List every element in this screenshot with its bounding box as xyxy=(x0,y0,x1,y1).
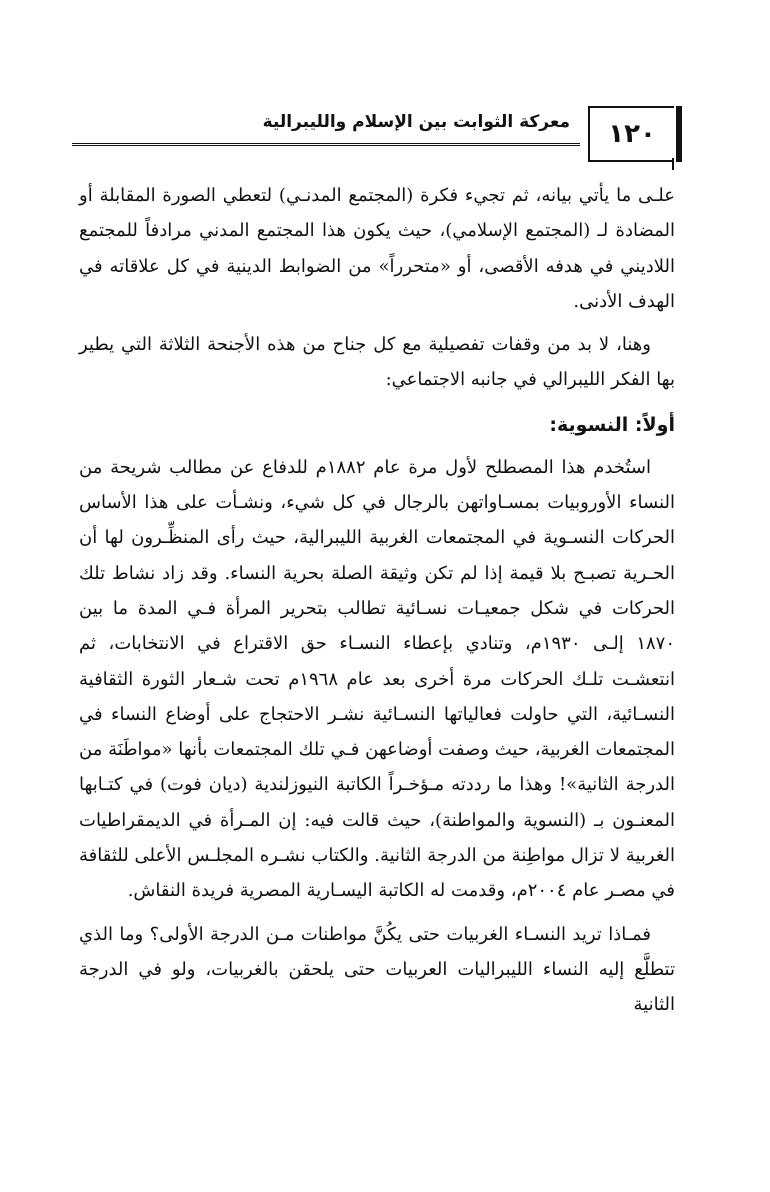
page-header xyxy=(72,106,682,168)
paragraph: فمـاذا تريد النسـاء الغربيات حتى يكُنَّ مواطنات مـن الدرجة الأولى؟ وما الذي تتطلَّع إليه النساء الليبراليات العربيات حتى يلحقن بالغربيات، ولو في الدرجة الثانية xyxy=(79,923,675,1016)
paragraph: استُخدم هذا المصطلح لأول مرة عام ١٨٨٢م للدفاع عن مطالب شريحة من النساء الأوروبيات بمسـاواتهن بالرجال في كل شيء، ونشـأت على هذا الأساس الحركات النسـوية في المجتمعات الغربية الليبرالية، حيث رأى المنظِّـرون لها أن الحـرية تصبـح بلا قيمة إذا لم تكن وثيقة الصلة بحرية النساء. وقد زاد نشاط تلك الحركات في شكل جمعيـات نسـائية تطالب بتحرير المرأة فـي المدة ما بين ١٨٧٠ إلـى ١٩٣٠م، وتنادي بإعطاء النسـاء حق الاقتراع في الانتخابات، ثم انتعشـت تلـك الحركات مرة أخرى بعد عام ١٩٦٨م تحت شـعار الثورة الثقافية النسـائية، التي حاولت فعالياتها النسـائية نشـر الاحتجاج على أوضاع النساء في المجتمعات الغربية، حيث وصفت أوضاعهن فـي تلك المجتمعات بأنها «مواطَنَة من الدرجة الثانية»! وهذا ما رددته مـؤخـراً الكاتبة النيوزلندية (ديان فوت) في كتـابها المعنـون بـ (النسوية والمواطنة)، حيث قالت فيه: إن المـرأة في الديمقراطيات الغربية لا تزال مواطِنة من الدرجة الثانية. والكتاب نشـره المجلـس الأعلى للثقافة في مصـر عام ٢٠٠٤م، وقدمت له الكاتبة اليسـارية المصرية فريدة النقاش. xyxy=(79,456,675,902)
header-decoration xyxy=(672,158,674,170)
section-heading: أولاً: النسوية: xyxy=(549,413,675,436)
page-number-box xyxy=(588,106,674,162)
body-text xyxy=(79,178,675,1031)
paragraph: علـى ما يأتي بيانه، ثم تجيء فكرة (المجتمع المدنـي) لتعطي الصورة المقابلة أو المضادة لـ (المجتمع الإسلامي)، حيث يكون هذا المجتمع المدني مرادفاً للمجتمع اللاديني في هدفه الأقصى، أو «متحرراً» من الضوابط الدينية في كل علاقاته في الهدف الأدنى. xyxy=(79,185,675,312)
running-title: معركة الثوابت بين الإسلام والليبرالية xyxy=(262,112,570,132)
header-rule xyxy=(72,143,580,146)
page-number: ١٢٠ xyxy=(608,119,656,149)
paragraph: وهنا، لا بد من وقفات تفصيلية مع كل جناح من هذه الأجنحة الثلاثة التي يطير بها الفكر الليبرالي في جانبه الاجتماعي: xyxy=(79,334,675,391)
